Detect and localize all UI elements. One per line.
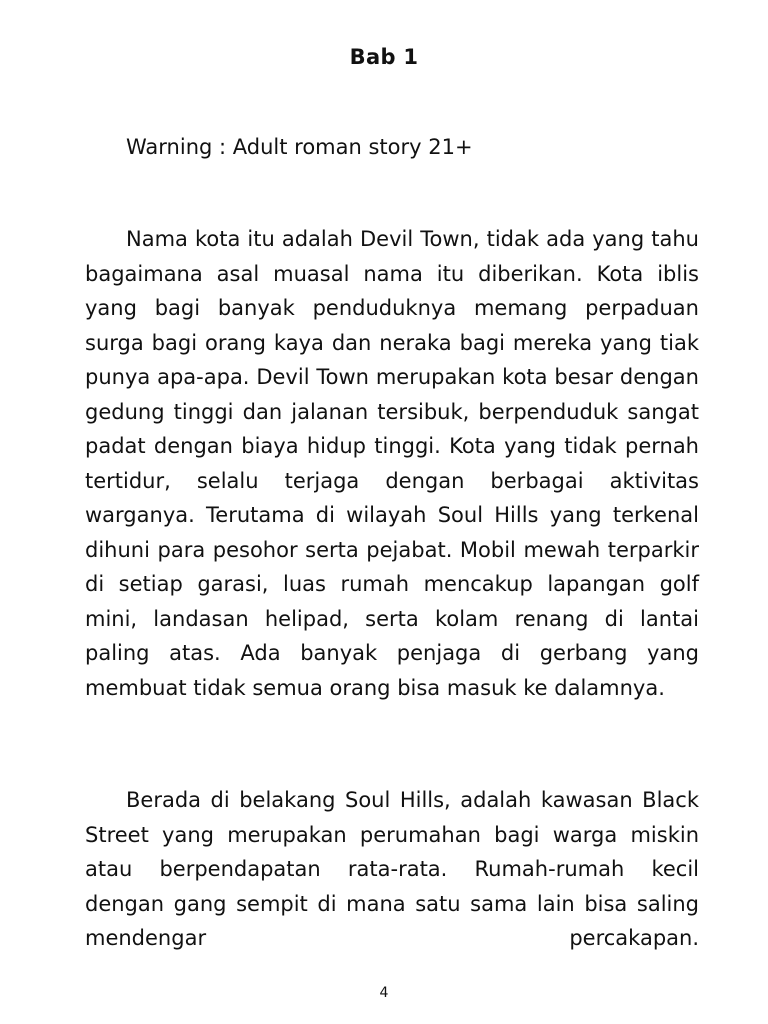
- paragraph-2: Berada di belakang Soul Hills, adalah kawasan Black Street yang merupakan perumahan bagi warga miskin atau berpendapatan rata-rata. Rumah-rumah kecil dengan gang sempit di mana satu sama lain bisa saling mendengar percakapan.: [85, 788, 699, 950]
- chapter-title: Bab 1: [349, 45, 419, 69]
- paragraph-1: Nama kota itu adalah Devil Town, tidak ada yang tahu bagaimana asal muasal nama itu diberikan. Kota iblis yang bagi banyak penduduknya memang perpaduan surga bagi orang kaya dan neraka bagi mereka yang tiak punya apa-apa. Devil Town merupakan kota besar dengan gedung tinggi dan jalanan tersibuk, berpenduduk sangat padat dengan biaya hidup tinggi. Kota yang tidak pernah tertidur, selalu terjaga dengan berbagai aktivitas warganya. Terutama di wilayah Soul Hills yang terkenal dihuni para pesohor serta pejabat. Mobil mewah terparkir di setiap garasi, luas rumah mencakup lapangan golf mini, landasan helipad, serta kolam renang di lantai paling atas. Ada banyak penjaga di gerbang yang membuat tidak semua orang bisa masuk ke dalamnya.: [85, 227, 699, 700]
- page-number: 4: [379, 985, 389, 1001]
- content-warning: Warning : Adult roman story 21+: [126, 135, 473, 159]
